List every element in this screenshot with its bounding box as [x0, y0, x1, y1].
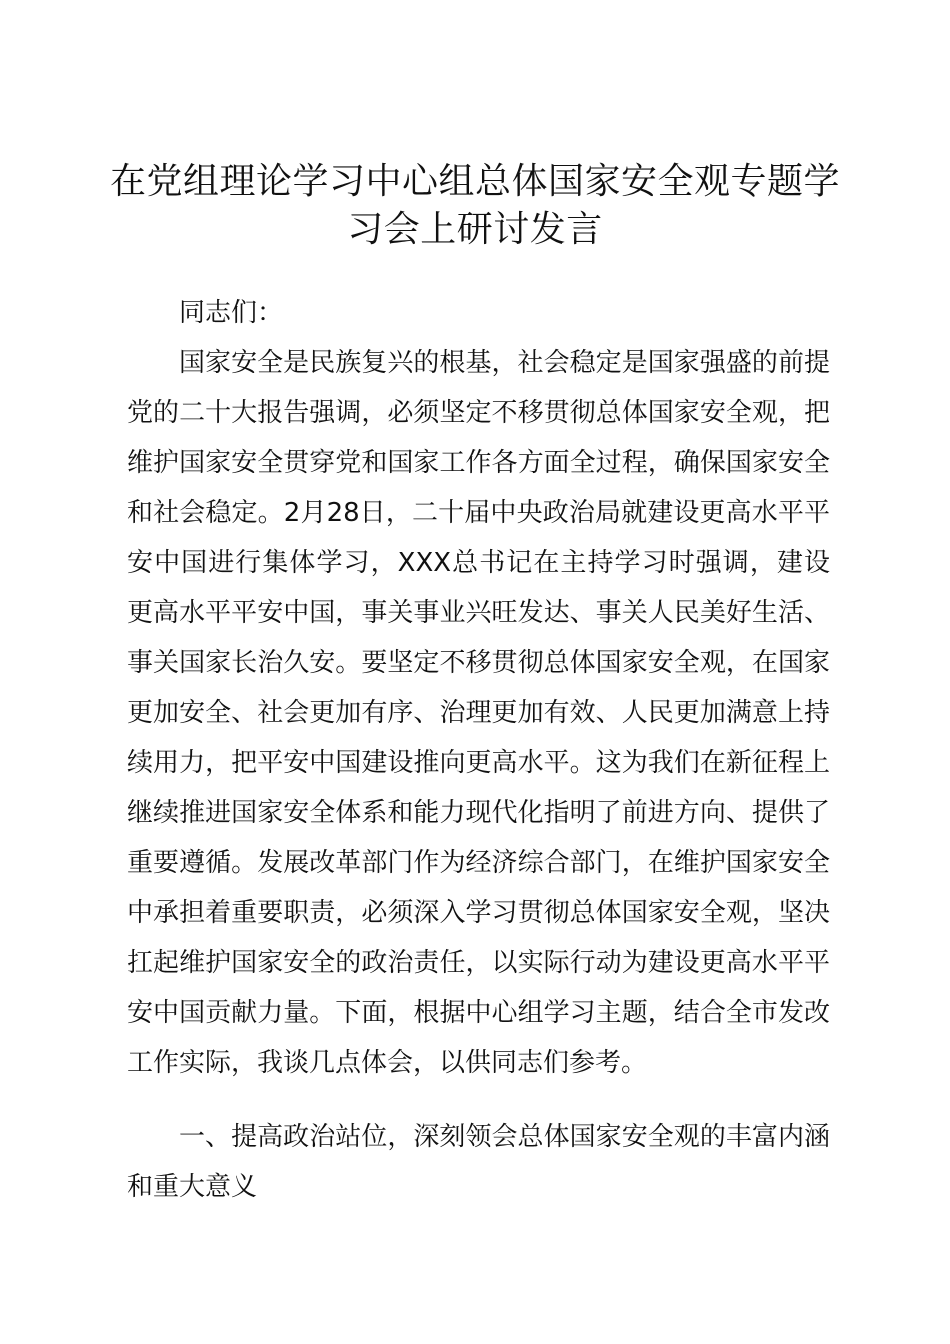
- section-heading: 一、提高政治站位，深刻领会总体国家安全观的丰富内涵和重大意义: [127, 1122, 830, 1202]
- salutation: 同志们：: [179, 298, 284, 328]
- body-paragraph: 国家安全是民族复兴的根基，社会稳定是国家强盛的前提党的二十大报告强调，必须坚定不移贯彻总体国家安全观，把维护国家安全贯穿党和国家工作各方面全过程，确保国家安全和社会稳定。2月28日，二十届中央政治局就建设更高水平平安中国进行集体学习，XXX总书记在主持学习时强调，建设更高水平平安中国，事关事业兴旺发达、事关人民美好生活、事关国家长治久安。要坚定不移贯彻总体国家安全观，在国家更加安全、社会更加有序、治理更加有效、人民更加满意上持续用力，把平安中国建设推向更高水平。这为我们在新征程上继续推进国家安全体系和能力现代化指明了前进方向、提供了重要遵循。发展改革部门作为经济综合部门，在维护国家安全中承担着重要职责，必须深入学习贯彻总体国家安全观，坚决扛起维护国家安全的政治责任，以实际行动为建设更高水平平安中国贡献力量。下面，根据中心组学习主题，结合全市发改工作实际，我谈几点体会，以供同志们参考。: [127, 348, 830, 1078]
- document-body: [127, 288, 830, 1212]
- document-title: 在党组理论学习中心组总体国家安全观专题学习会上研讨发言: [110, 161, 841, 250]
